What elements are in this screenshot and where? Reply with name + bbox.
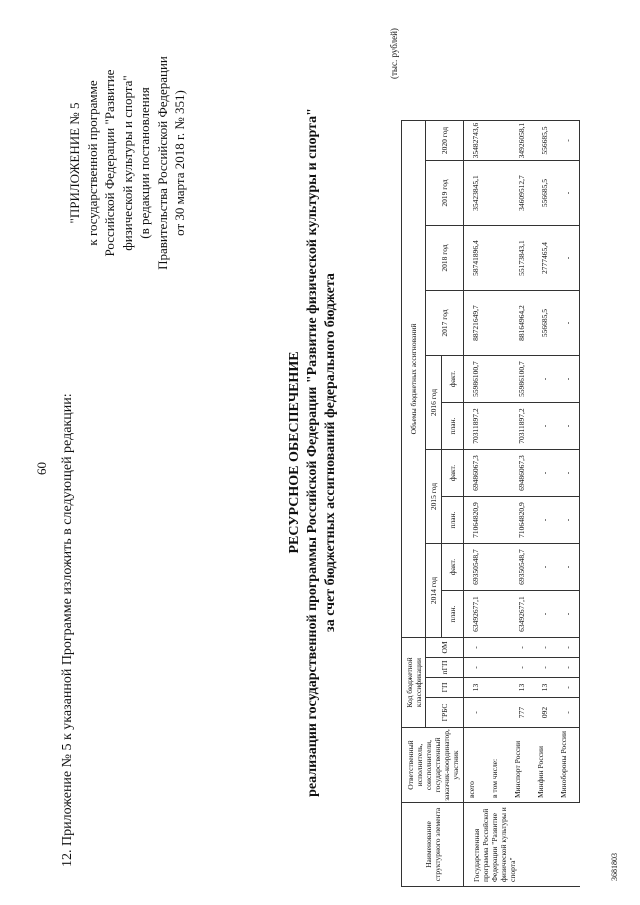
row-responsible: Минфин России <box>533 728 556 803</box>
header-name: Наименование структурного элемента <box>402 803 464 887</box>
cell-pgp: - <box>556 658 580 678</box>
element-name-cell: Государственная программа Российской Федерации "Развитие физической культуры и спорта" <box>464 803 580 887</box>
intro-line: 12. Приложение № 5 к указанной Программе изложить в следующей редакции: <box>60 393 75 867</box>
cell-2020: 34926058,1 <box>510 121 533 161</box>
cell-2018: 58741896,4 <box>464 226 488 291</box>
cell-2017: 556685,5 <box>533 291 556 356</box>
header-fact: факт. <box>442 356 464 403</box>
header-pgp: пГП <box>426 658 464 678</box>
appendix-line: (в редакции постановления <box>137 87 152 239</box>
cell-2016-fact: 55986100,7 <box>510 356 533 403</box>
document-title <box>286 0 340 905</box>
cell-2016-plan <box>487 403 510 450</box>
cell-pgp: - <box>533 658 556 678</box>
header-year-2017: 2017 год <box>426 291 464 356</box>
header-om: ОМ <box>426 638 464 658</box>
cell-2020 <box>487 121 510 161</box>
cell-pgp: - <box>464 658 488 678</box>
appendix-line: к государственной программе <box>84 80 100 246</box>
cell-2017 <box>487 291 510 356</box>
cell-2015-plan: 71064820,9 <box>464 497 488 544</box>
header-gp: ГП <box>426 678 464 698</box>
row-responsible: в том числе: <box>487 728 510 803</box>
budget-table <box>401 120 580 887</box>
cell-2015-fact: - <box>556 450 580 497</box>
appendix-line: физической культуры и спорта" <box>119 75 135 251</box>
header-year-2014: 2014 год <box>426 544 442 638</box>
cell-2016-plan: - <box>533 403 556 450</box>
document-id: 3681803 <box>610 853 619 881</box>
cell-2015-fact <box>487 450 510 497</box>
cell-om: - <box>556 638 580 658</box>
cell-2020: - <box>556 121 580 161</box>
cell-2014-plan <box>487 591 510 638</box>
header-volumes: Объемы бюджетных ассигнований <box>402 121 426 638</box>
cell-2019 <box>487 161 510 226</box>
cell-2015-plan: 71064820,9 <box>510 497 533 544</box>
cell-2016-fact: - <box>556 356 580 403</box>
header-year-2020: 2020 год <box>426 121 464 161</box>
cell-2016-fact <box>487 356 510 403</box>
cell-2016-fact: 55986100,7 <box>464 356 488 403</box>
cell-2014-fact: - <box>533 544 556 591</box>
header-plan: план. <box>442 497 464 544</box>
cell-2014-plan: - <box>533 591 556 638</box>
cell-om <box>487 638 510 658</box>
cell-2014-fact: - <box>556 544 580 591</box>
title-line: реализации государственной программы Российской Федерации "Развитие физической культуры и спорта" <box>305 108 320 797</box>
cell-2015-fact: - <box>533 450 556 497</box>
cell-grbs: 777 <box>510 698 533 728</box>
appendix-line: Правительства Российской Федерации <box>154 56 170 270</box>
cell-grbs: 092 <box>533 698 556 728</box>
cell-2017: - <box>556 291 580 356</box>
cell-2018: 2777465,4 <box>533 226 556 291</box>
header-responsible: Ответственный исполнитель, соисполнители, государственный заказчик-координатор, участник <box>402 728 464 803</box>
cell-2019: 35423845,1 <box>464 161 488 226</box>
cell-gp <box>487 678 510 698</box>
cell-2017: 88721649,7 <box>464 291 488 356</box>
row-responsible: Минспорт России <box>510 728 533 803</box>
cell-2014-plan: 63492677,1 <box>464 591 488 638</box>
header-year-2019: 2019 год <box>426 161 464 226</box>
cell-2015-fact: 69486067,3 <box>510 450 533 497</box>
cell-gp: 13 <box>464 678 488 698</box>
row-responsible: всего <box>464 728 488 803</box>
cell-2015-plan: - <box>533 497 556 544</box>
cell-2014-fact: 69350548,7 <box>464 544 488 591</box>
cell-2014-plan: 63492677,1 <box>510 591 533 638</box>
cell-2014-plan: - <box>556 591 580 638</box>
cell-2016-fact: - <box>533 356 556 403</box>
cell-2016-plan: 70311897,2 <box>510 403 533 450</box>
cell-2018 <box>487 226 510 291</box>
cell-2017: 88164964,2 <box>510 291 533 356</box>
cell-2015-plan: - <box>556 497 580 544</box>
header-plan: план. <box>442 403 464 450</box>
cell-gp: - <box>556 678 580 698</box>
header-year-2016: 2016 год <box>426 356 442 450</box>
title-line: за счет бюджетных ассигнований федерального бюджета <box>323 273 338 632</box>
cell-grbs: - <box>464 698 488 728</box>
cell-grbs: - <box>556 698 580 728</box>
cell-2014-fact <box>487 544 510 591</box>
cell-2014-fact: 69350548,7 <box>510 544 533 591</box>
cell-2019: 556685,5 <box>533 161 556 226</box>
cell-om: - <box>533 638 556 658</box>
cell-2015-plan <box>487 497 510 544</box>
appendix-line: Российской Федерации "Развитие <box>102 69 117 257</box>
cell-2019: - <box>556 161 580 226</box>
units-label: (тыс. рублей) <box>389 28 399 79</box>
row-responsible: Минобороны России <box>556 728 580 803</box>
header-fact: факт. <box>442 450 464 497</box>
cell-grbs <box>487 698 510 728</box>
header-plan: план. <box>442 591 464 638</box>
cell-om: - <box>464 638 488 658</box>
cell-2020: 556685,5 <box>533 121 556 161</box>
cell-2016-plan: - <box>556 403 580 450</box>
cell-2016-plan: 70311897,2 <box>464 403 488 450</box>
cell-gp: 13 <box>510 678 533 698</box>
appendix-line: "ПРИЛОЖЕНИЕ № 5 <box>67 102 82 224</box>
cell-2018: - <box>556 226 580 291</box>
appendix-line: от 30 марта 2018 г. № 351) <box>172 90 187 236</box>
cell-om: - <box>510 638 533 658</box>
title-line: РЕСУРСНОЕ ОБЕСПЕЧЕНИЕ <box>287 351 302 554</box>
cell-2018: 55173843,1 <box>510 226 533 291</box>
header-code-group: Код бюджетной классификации <box>402 638 426 728</box>
cell-2020: 35482743,6 <box>464 121 488 161</box>
cell-2015-fact: 69486067,3 <box>464 450 488 497</box>
cell-pgp <box>487 658 510 678</box>
cell-pgp: - <box>510 658 533 678</box>
appendix-header <box>66 33 189 293</box>
page-number: 60 <box>34 462 49 475</box>
header-year-2015: 2015 год <box>426 450 442 544</box>
header-year-2018: 2018 год <box>426 226 464 291</box>
header-fact: факт. <box>442 544 464 591</box>
cell-gp: 13 <box>533 678 556 698</box>
cell-2019: 34609512,7 <box>510 161 533 226</box>
header-grbs: ГРБС <box>426 698 464 728</box>
